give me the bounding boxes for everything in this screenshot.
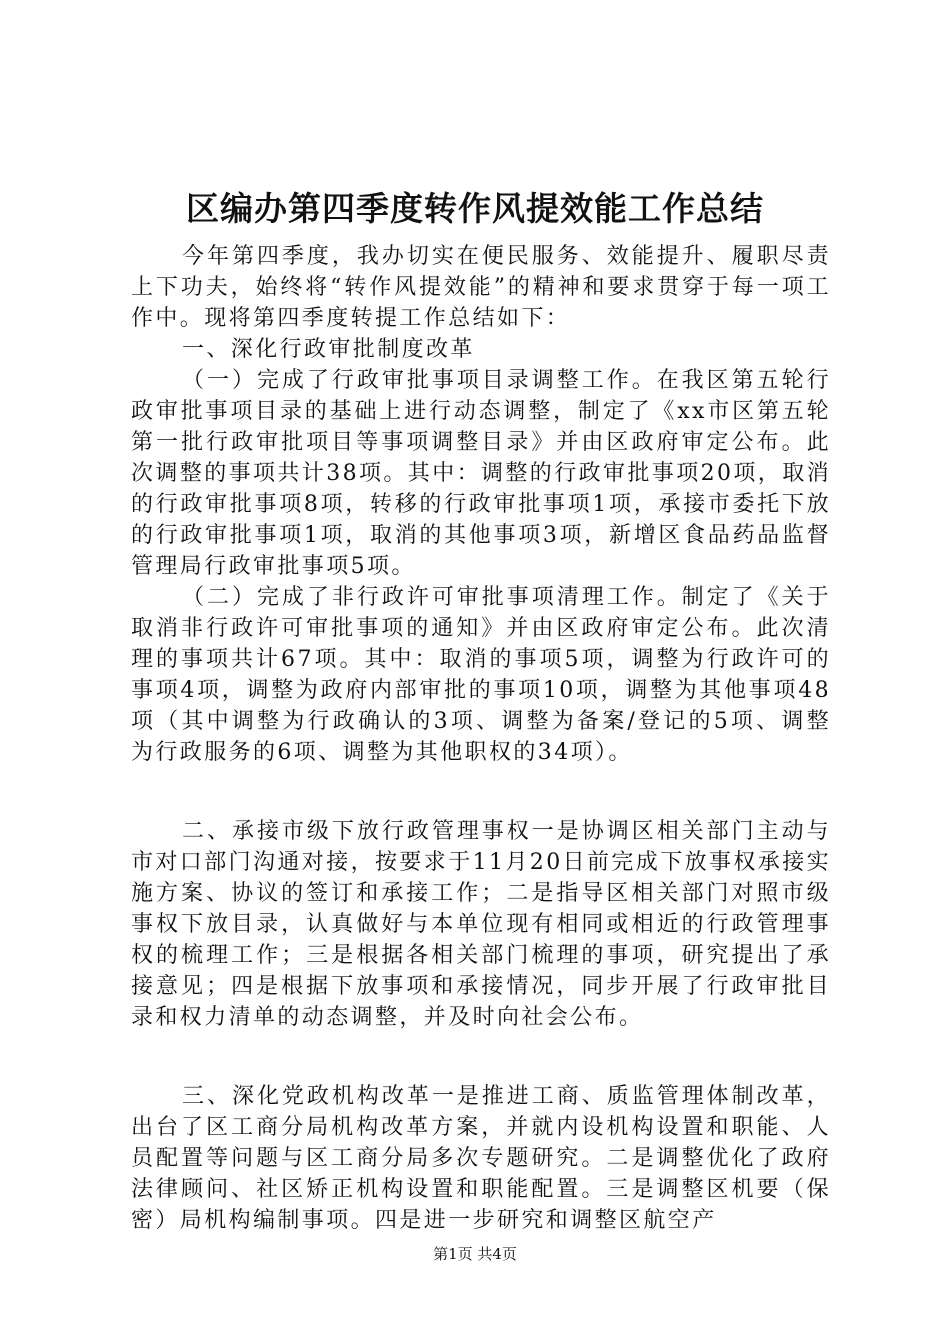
page-number-footer: 第1页 共4页 — [433, 1245, 517, 1263]
document-body — [131, 241, 831, 1236]
document-title: 区编办第四季度转作风提效能工作总结 — [186, 189, 764, 228]
section-1-item-1-paragraph: （一）完成了行政审批事项目录调整工作。在我区第五轮行政审批事项目录的基础上进行动态调整，制定了《xx市区第五轮第一批行政审批项目等事项调整目录》并由区政府审定公布。此次调整的事项共计38项。其中：调整的行政审批事项20项，取消的行政审批事项8项，转移的行政审批事项1项，承接市委托下放的行政审批事项1项，取消的其他事项3项，新增区食品药品监督管理局行政审批事项5项。 — [131, 368, 831, 579]
section-2-paragraph: 二、承接市级下放行政管理事权一是协调区相关部门主动与市对口部门沟通对接，按要求于11月20日前完成下放事权承接实施方案、协议的签订和承接工作；二是指导区相关部门对照市级事权下放目录，认真做好与本单位现有相同或相近的行政管理事权的梳理工作；三是根据各相关部门梳理的事项，研究提出了承接意见；四是根据下放事项和承接情况，同步开展了行政审批目录和权力清单的动态调整，并及时向社会公布。 — [131, 819, 831, 1030]
section-1-item-2-paragraph: （二）完成了非行政许可审批事项清理工作。制定了《关于取消非行政许可审批事项的通知》并由区政府审定公布。此次清理的事项共计67项。其中：取消的事项5项，调整为行政许可的事项4项，调整为政府内部审批的事项10项，调整为其他事项48项（其中调整为行政确认的3项、调整为备案/登记的5项、调整为行政服务的6项、调整为其他职权的34项）。 — [131, 585, 831, 765]
paragraph-spacer — [131, 768, 831, 816]
intro-paragraph: 今年第四季度，我办切实在便民服务、效能提升、履职尽责上下功夫，始终将“转作风提效能”的精神和要求贯穿于每一项工作中。现将第四季度转提工作总结如下： — [131, 244, 831, 331]
section-3-paragraph: 三、深化党政机构改革一是推进工商、质监管理体制改革，出台了区工商分局机构改革方案，并就内设机构设置和职能、人员配置等问题与区工商分局多次专题研究。二是调整优化了政府法律顾问、社区矫正机构设置和职能配置。三是调整区机要（保密）局机构编制事项。四是进一步研究和调整区航空产 — [131, 1084, 831, 1233]
section-1-heading: 一、深化行政审批制度改革 — [182, 337, 475, 362]
paragraph-spacer — [131, 1033, 831, 1081]
